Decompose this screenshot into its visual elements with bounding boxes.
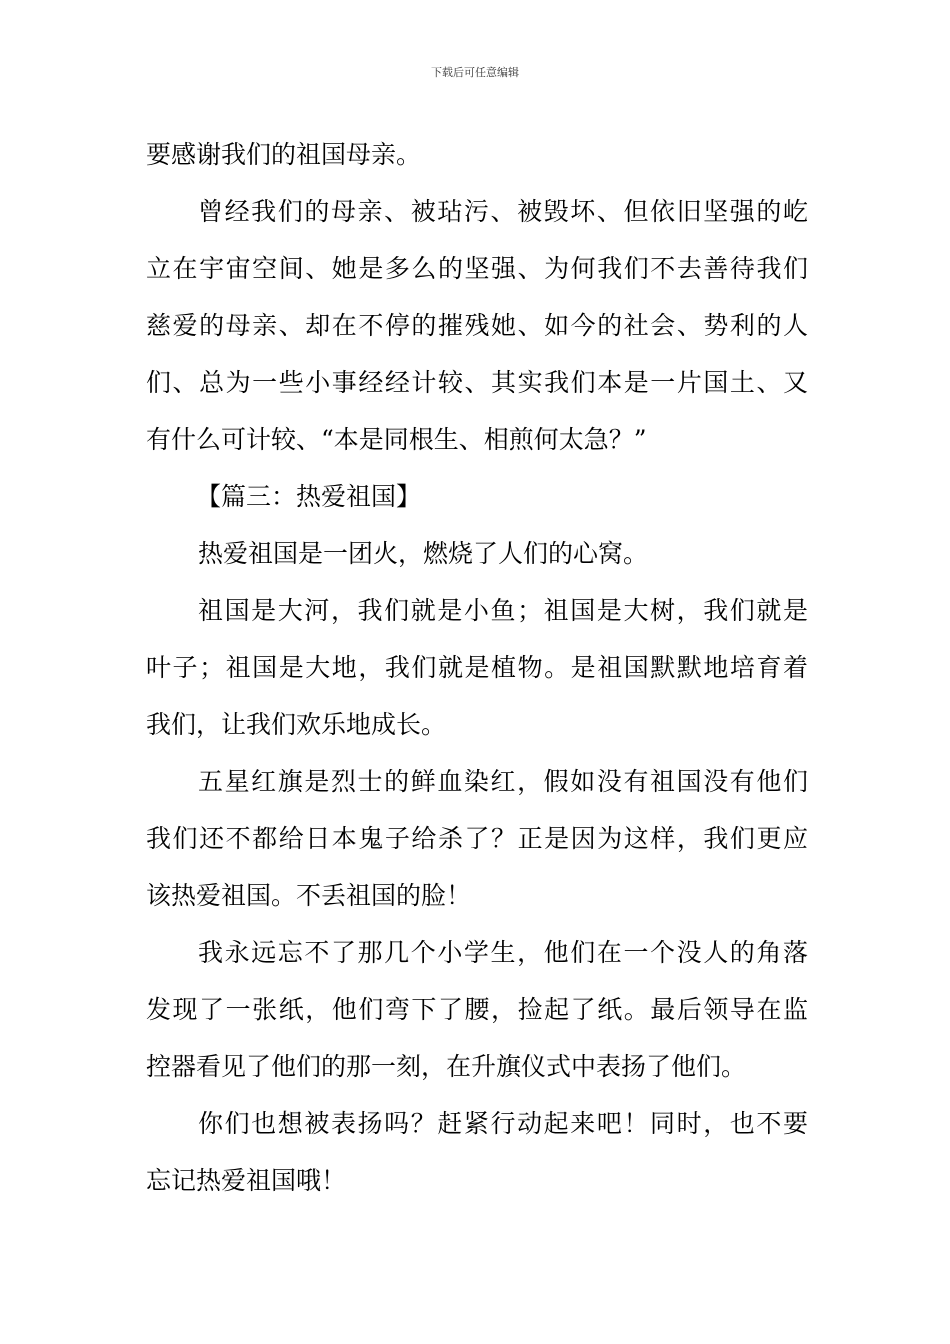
paragraph-first-line: 曾经我们的母亲、被玷污、被毁坏、但依旧坚强的屹 xyxy=(198,197,808,226)
text-line: 忘记热爱祖国哦！ xyxy=(146,1166,347,1195)
paragraph-first-line: 热爱祖国是一团火，燃烧了人们的心窝。 xyxy=(198,539,649,568)
text-line: 要感谢我们的祖国母亲。 xyxy=(146,140,422,169)
document-body xyxy=(146,126,808,1209)
paragraph-first-line: 你们也想被表扬吗？赶紧行动起来吧！同时，也不要 xyxy=(198,1109,808,1138)
paragraph-first-line: 五星红旗是烈士的鲜血染红，假如没有祖国没有他们 xyxy=(198,767,808,796)
section-heading: 【篇三：热爱祖国】 xyxy=(196,482,422,511)
text-line: 控器看见了他们的那一刻，在升旗仪式中表扬了他们。 xyxy=(146,1052,747,1081)
page-header: 下载后可任意编辑 xyxy=(431,66,519,79)
text-line: 发现了一张纸，他们弯下了腰，捡起了纸。最后领导在监 xyxy=(146,995,808,1024)
text-line: 该热爱祖国。不丢祖国的脸！ xyxy=(146,881,472,910)
text-line: 立在宇宙空间、她是多么的坚强、为何我们不去善待我们 xyxy=(146,254,808,283)
text-line: 我们，让我们欢乐地成长。 xyxy=(146,710,447,739)
paragraph-first-line: 祖国是大河，我们就是小鱼；祖国是大树，我们就是 xyxy=(198,596,808,625)
text-line: 慈爱的母亲、却在不停的摧残她、如今的社会、势利的人 xyxy=(146,311,808,340)
text-line: 我们还不都给日本鬼子给杀了？正是因为这样，我们更应 xyxy=(146,824,808,853)
paragraph-first-line: 我永远忘不了那几个小学生，他们在一个没人的角落 xyxy=(198,938,808,967)
text-line: 有什么可计较、“本是同根生、相煎何太急？” xyxy=(146,425,647,454)
text-line: 叶子；祖国是大地，我们就是植物。是祖国默默地培育着 xyxy=(146,653,808,682)
text-line: 们、总为一些小事经经计较、其实我们本是一片国土、又 xyxy=(146,368,808,397)
